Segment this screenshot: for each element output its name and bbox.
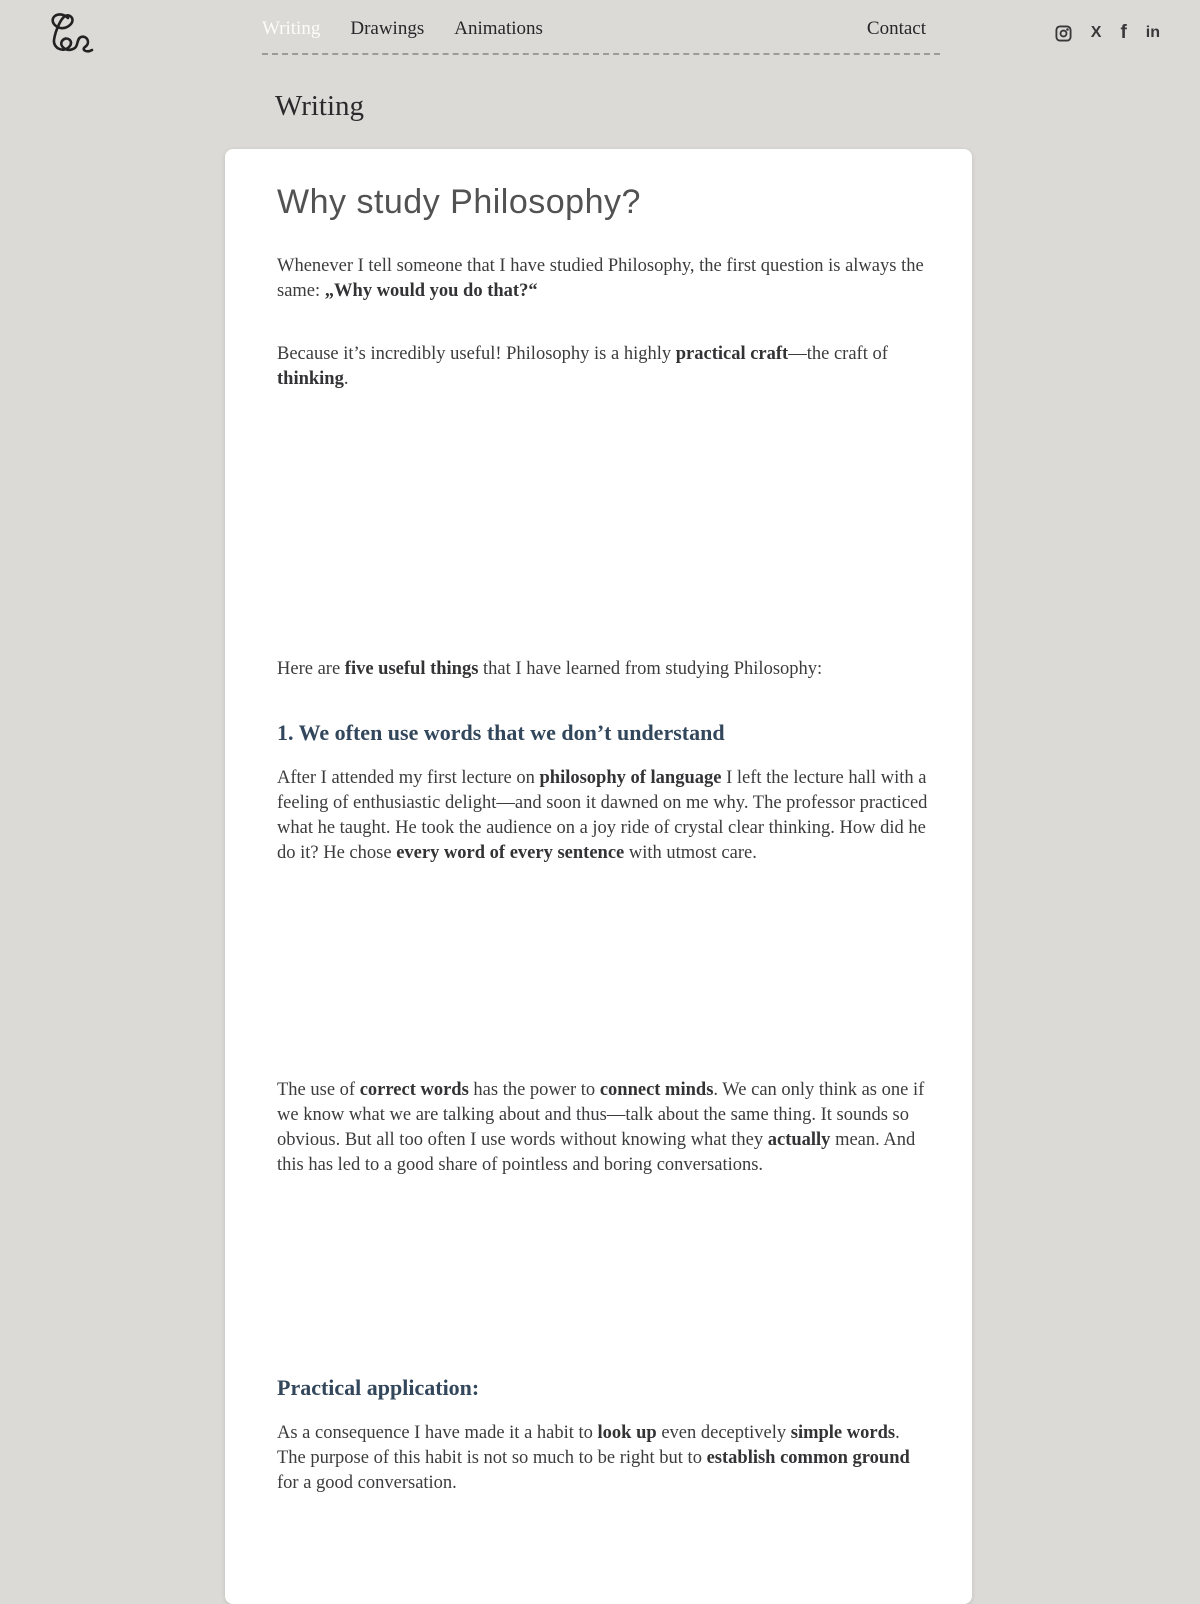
article-title: Why study Philosophy?: [277, 183, 641, 221]
page-title: Writing: [275, 90, 365, 122]
main-nav: [262, 18, 940, 55]
social-links: [1055, 24, 1160, 42]
image-placeholder: [277, 1216, 929, 1375]
signature-logo[interactable]: [38, 6, 100, 62]
facebook-icon[interactable]: f: [1120, 22, 1127, 43]
article-card: [225, 149, 972, 1604]
article: [277, 183, 929, 1496]
signature-logo-icon: [38, 6, 100, 62]
site-header: [0, 0, 1200, 62]
section-heading: 1. We often use words that we don’t understand: [277, 720, 725, 745]
linkedin-icon[interactable]: in: [1145, 24, 1160, 41]
article-paragraph: As a consequence I have made it a habit to look up even deceptively simple words. The purpose of this habit is not so much to be right but to establish common ground for a good conversation.: [277, 1423, 910, 1493]
article-paragraph: The use of correct words has the power to connect minds. We can only think as one if we know what we are talking about and thus—talk about the same thing. It sounds so obvious. But all too often I use words without knowing what they actually mean. And this has led to a good share of pointless and boring conversations.: [277, 1080, 925, 1175]
x-icon[interactable]: X: [1090, 24, 1102, 41]
nav-item-animations[interactable]: Animations: [454, 18, 543, 39]
image-placeholder: [277, 430, 929, 657]
nav-item-writing[interactable]: Writing: [262, 18, 321, 39]
article-paragraph: Because it’s incredibly useful! Philosophy is a highly practical craft—the craft of thinking.: [277, 344, 888, 389]
article-paragraph: Here are five useful things that I have learned from studying Philosophy:: [277, 659, 823, 679]
nav-item-contact[interactable]: Contact: [866, 18, 926, 39]
nav-item-drawings[interactable]: Drawings: [350, 18, 425, 39]
article-paragraph: After I attended my first lecture on philosophy of language I left the lecture hall with a feeling of enthusiastic delight—and soon it dawned on me why. The professor practiced what he taught. He took the audience on a joy ride of crystal clear thinking. How did he do it? He chose every word of every sentence with utmost care.: [277, 768, 928, 863]
article-paragraph: Whenever I tell someone that I have studied Philosophy, the first question is always the same: „Why would you do that?“: [277, 256, 924, 301]
image-placeholder: [277, 904, 929, 1078]
section-heading: Practical application:: [277, 1375, 480, 1400]
instagram-icon[interactable]: [1055, 25, 1072, 42]
article-body: [277, 254, 929, 1496]
